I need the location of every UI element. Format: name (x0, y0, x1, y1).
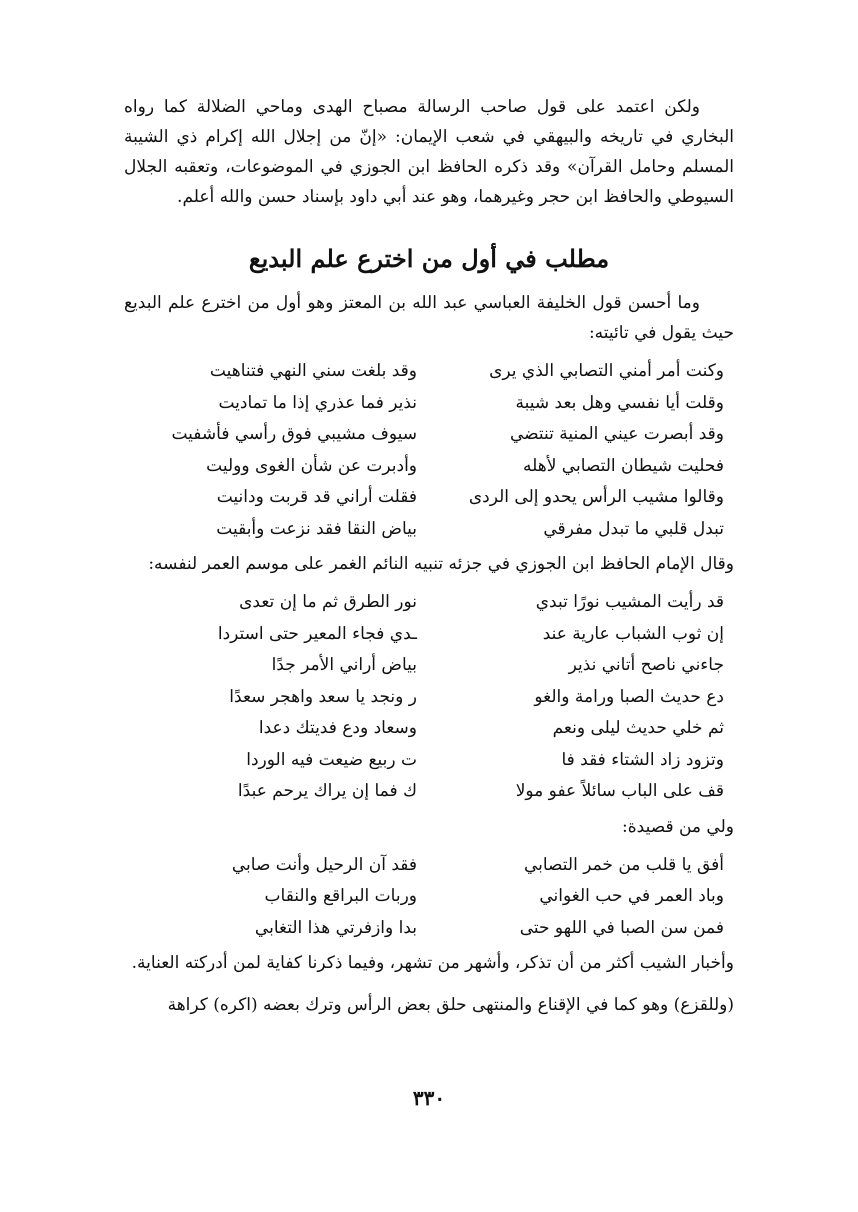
verse-second-half: وسعاد ودع فديتك دعدا (258, 718, 417, 738)
verse-first-half: دع حديث الصبا ورامة والغو (534, 686, 724, 707)
verse (124, 619, 734, 651)
verse (124, 587, 734, 619)
verse (124, 514, 734, 546)
verse-second-half: وقد بلغت سني النهي فتناهيت (209, 361, 417, 381)
verse-second-half: سيوف مشيبي فوق رأسي فأشفيت (171, 424, 417, 444)
verse-first-half: ثم خلي حديث ليلى ونعم (552, 718, 724, 738)
verse-first-half: فمن سن الصبا في اللهو حتى (519, 917, 724, 938)
verse (124, 850, 734, 882)
verse-first-half: وتزود زاد الشتاء فقد فا (561, 749, 724, 770)
verse (124, 881, 734, 913)
verse (124, 482, 734, 514)
verse-second-half: بدا وازفرتي هذا التغابي (254, 917, 417, 938)
closing-paragraph: وأخبار الشيب أكثر من أن تذكر، وأشهر من تشهر، وفيما ذكرنا كفاية لمن أدركته العناية. (131, 953, 734, 973)
verse-second-half: وأدبرت عن شأن الغوى ووليت (206, 455, 417, 476)
poem3-intro-paragraph: ولي من قصيدة: (622, 816, 734, 837)
spacer (124, 978, 734, 990)
verse-second-half: بياض أراني الأمر جدًا (271, 655, 417, 675)
verse-first-half: تبدل قلبي ما تبدل مفرقي (543, 518, 724, 539)
verse-first-half: جاءني ناصح أتاني نذير (568, 655, 724, 675)
verse (124, 682, 734, 714)
verse-first-half: إن ثوب الشباب عارية عند (542, 623, 724, 644)
footer-paragraph: (وللقزع) وهو كما في الإقناع والمنتهى حلق بعض الرأس وترك بعضه (اكره) كراهة (167, 995, 734, 1015)
verse (124, 650, 734, 682)
poem2-verses (124, 587, 734, 808)
intro-paragraph: ولكن اعتمد على قول صاحب الرسالة مصباح الهدى وماحي الضلالة كما رواه البخاري في تاريخه والبيهقي في شعب الإيمان: «إنّ من إجلال الله إكرام ذي الشيبة المسلم وحامل القرآن» وقد ذكره الحافظ ابن الجوزي في الموضوعات، وتعقبه الجلال السيوطي والحافظ ابن حجر وغيرهما، وهو عند أبي داود بإسناد حسن والله أعلم. (124, 97, 734, 207)
verse-first-half: قف على الباب سائلاً عفو مولا (515, 781, 724, 801)
verse (124, 913, 734, 945)
poem3-verses (124, 850, 734, 945)
verse (124, 356, 734, 388)
verse-second-half: ـدي فجاء المعير حتى استردا (217, 623, 417, 644)
verse-first-half: فحليت شيطان التصابي لأهله (522, 455, 724, 476)
verse-second-half: فقلت أراني قد قربت ودانيت (216, 487, 417, 507)
poem1-verses (124, 356, 734, 545)
verse-first-half: وباد العمر في حب الغواني (539, 886, 724, 906)
verse (124, 713, 734, 745)
poem1-intro-paragraph: وما أحسن قول الخليفة العباسي عبد الله بن المعتز وهو أول من اخترع علم البديع حيث يقول في تائيته: (124, 293, 734, 343)
verse (124, 451, 734, 483)
verse-second-half: وربات البراقع والنقاب (264, 886, 417, 906)
verse-second-half: ت ربيع ضيعت فيه الوردا (246, 749, 417, 770)
verse (124, 745, 734, 777)
verse-first-half: وقد أبصرت عيني المنية تنتضي (509, 424, 724, 444)
verse (124, 419, 734, 451)
section-heading: مطلب في أول من اخترع علم البديع (248, 244, 610, 273)
verse-second-half: ك فما إن يراك يرحم عبدًا (237, 781, 417, 801)
verse-first-half: قد رأيت المشيب نورًا تبدي (535, 592, 724, 612)
verse-second-half: نذير فما عذري إذا ما تماديت (218, 392, 417, 413)
verse (124, 776, 734, 808)
verse (124, 388, 734, 420)
page-number: ٣٣٠ (412, 1086, 446, 1110)
verse-second-half: نور الطرق ثم ما إن تعدى (239, 592, 417, 612)
verse-first-half: وقلت أيا نفسي وهل بعد شيبة (515, 392, 724, 413)
verse-second-half: فقد آن الرحيل وأنت صابي (231, 854, 417, 875)
verse-first-half: أفق يا قلب من خمر التصابي (523, 854, 724, 875)
verse-second-half: ر ونجد يا سعد واهجر سعدًا (229, 686, 417, 707)
verse-second-half: بياض النقا فقد نزعت وأبقيت (216, 518, 417, 539)
poem2-intro-paragraph: وقال الإمام الحافظ ابن الجوزي في جزئه تنبيه النائم الغمر على موسم العمر لنفسه: (148, 554, 734, 574)
verse-first-half: وقالوا مشيب الرأس يحدو إلى الردى (468, 487, 724, 507)
verse-first-half: وكنت أمر أمني التصابي الذي يرى (489, 361, 724, 381)
